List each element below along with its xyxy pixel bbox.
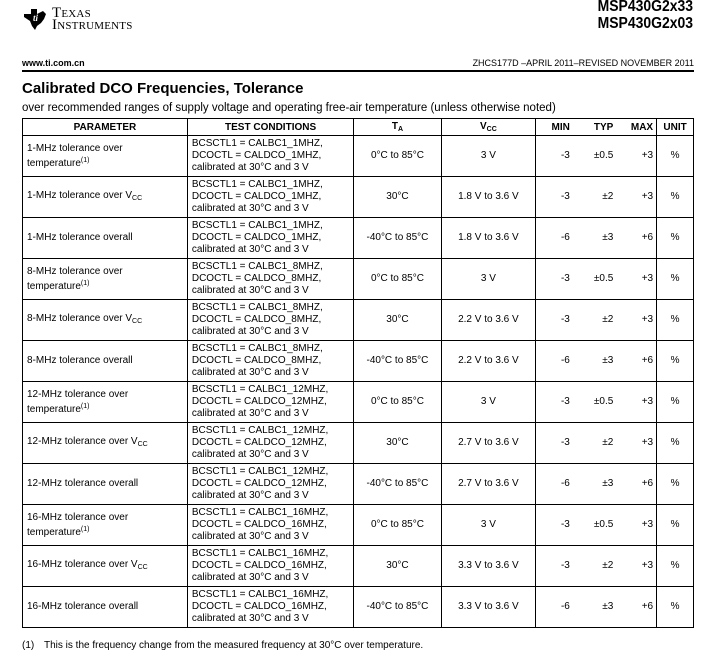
condition-line: BCSCTL1 = CALBC1_12MHZ, <box>191 466 329 477</box>
cell-test-conditions <box>187 218 353 259</box>
condition-line: calibrated at 30°C and 3 V <box>191 285 309 296</box>
parameter-subscript: CC <box>137 563 148 571</box>
table-row <box>23 382 694 423</box>
cell-typ: ±3 <box>574 464 621 505</box>
cell-test-conditions <box>187 177 353 218</box>
condition-line: DCOCTL = CALDCO_16MHZ, <box>191 519 327 530</box>
section-subtitle: over recommended ranges of supply voltage and operating free-air temperature (unless otherwise noted) <box>22 102 556 114</box>
table-row <box>23 136 694 177</box>
condition-line: DCOCTL = CALDCO_12MHZ, <box>191 396 327 407</box>
website-link[interactable]: www.ti.com.cn <box>22 58 85 68</box>
col-ta-main: T <box>391 121 398 132</box>
col-test-conditions: TEST CONDITIONS <box>187 119 353 136</box>
cell-max: +6 <box>621 587 656 628</box>
table-row <box>23 464 694 505</box>
parameter-text: 1-MHz tolerance over V <box>27 189 133 201</box>
col-min: MIN <box>536 119 574 136</box>
condition-line: BCSCTL1 = CALBC1_8MHZ, <box>191 302 323 313</box>
cell-ta: 0°C to 85°C <box>354 259 441 300</box>
col-ta <box>354 119 441 136</box>
cell-ta: 0°C to 85°C <box>354 382 441 423</box>
col-parameter: PARAMETER <box>23 119 188 136</box>
part-numbers <box>598 0 693 32</box>
cell-parameter <box>23 505 188 546</box>
cell-unit: % <box>657 423 694 464</box>
cell-vcc: 2.7 V to 3.6 V <box>441 464 536 505</box>
parameter-subscript: CC <box>132 194 143 202</box>
cell-vcc: 3.3 V to 3.6 V <box>441 546 536 587</box>
parameter-text: 12-MHz tolerance over temperature <box>27 388 129 415</box>
cell-max: +3 <box>621 177 656 218</box>
cell-ta: -40°C to 85°C <box>354 341 441 382</box>
cell-max: +3 <box>621 382 656 423</box>
condition-line: DCOCTL = CALDCO_8MHZ, <box>191 355 322 366</box>
table-row <box>23 218 694 259</box>
cell-parameter <box>23 546 188 587</box>
parameter-subscript: CC <box>137 440 148 448</box>
cell-unit: % <box>657 177 694 218</box>
cell-vcc: 1.8 V to 3.6 V <box>441 177 536 218</box>
condition-line: DCOCTL = CALDCO_16MHZ, <box>191 601 327 612</box>
cell-max: +3 <box>621 546 656 587</box>
cell-unit: % <box>657 136 694 177</box>
table-row <box>23 505 694 546</box>
cell-test-conditions <box>187 546 353 587</box>
condition-line: BCSCTL1 = CALBC1_1MHZ, <box>191 220 323 231</box>
table-row <box>23 300 694 341</box>
cell-ta: 30°C <box>354 177 441 218</box>
cell-parameter <box>23 341 188 382</box>
condition-line: calibrated at 30°C and 3 V <box>191 244 309 255</box>
condition-line: BCSCTL1 = CALBC1_16MHZ, <box>191 589 329 600</box>
parameter-text: 1-MHz tolerance over temperature <box>27 142 123 169</box>
cell-min: -3 <box>536 546 574 587</box>
condition-line: DCOCTL = CALDCO_16MHZ, <box>191 560 327 571</box>
condition-line: DCOCTL = CALDCO_1MHZ, <box>191 232 322 243</box>
cell-ta: 0°C to 85°C <box>354 136 441 177</box>
ti-logo <box>22 6 133 32</box>
cell-ta: 30°C <box>354 546 441 587</box>
cell-parameter <box>23 382 188 423</box>
cell-parameter <box>23 464 188 505</box>
cell-min: -3 <box>536 177 574 218</box>
table-row <box>23 423 694 464</box>
document-id: ZHCS177D –APRIL 2011–REVISED NOVEMBER 2011 <box>472 58 694 68</box>
svg-text:ti: ti <box>33 13 39 23</box>
footnote-ref: (1) <box>80 279 90 287</box>
cell-min: -3 <box>536 423 574 464</box>
condition-line: calibrated at 30°C and 3 V <box>191 613 309 624</box>
cell-vcc: 2.7 V to 3.6 V <box>441 423 536 464</box>
condition-line: BCSCTL1 = CALBC1_1MHZ, <box>191 179 323 190</box>
cell-ta: 0°C to 85°C <box>354 505 441 546</box>
cell-max: +3 <box>621 505 656 546</box>
cell-max: +6 <box>621 218 656 259</box>
cell-max: +6 <box>621 341 656 382</box>
cell-parameter <box>23 136 188 177</box>
condition-line: calibrated at 30°C and 3 V <box>191 367 309 378</box>
cell-ta: 30°C <box>354 300 441 341</box>
footnote-number: (1) <box>22 640 35 651</box>
parameter-text: 8-MHz tolerance over V <box>27 312 133 324</box>
condition-line: DCOCTL = CALDCO_8MHZ, <box>191 273 322 284</box>
cell-unit: % <box>657 382 694 423</box>
cell-test-conditions <box>187 341 353 382</box>
cell-unit: % <box>657 587 694 628</box>
cell-vcc: 3 V <box>441 505 536 546</box>
cell-max: +3 <box>621 300 656 341</box>
ti-texas-logo-icon <box>22 6 48 32</box>
col-max: MAX <box>621 119 656 136</box>
cell-test-conditions <box>187 382 353 423</box>
cell-max: +6 <box>621 464 656 505</box>
footnote <box>22 640 423 651</box>
cell-min: -6 <box>536 218 574 259</box>
condition-line: calibrated at 30°C and 3 V <box>191 408 309 419</box>
table-row <box>23 259 694 300</box>
cell-parameter <box>23 300 188 341</box>
cell-unit: % <box>657 546 694 587</box>
footnote-ref: (1) <box>80 525 90 533</box>
condition-line: DCOCTL = CALDCO_8MHZ, <box>191 314 322 325</box>
cell-parameter <box>23 587 188 628</box>
cell-max: +3 <box>621 259 656 300</box>
cell-parameter <box>23 423 188 464</box>
cell-min: -6 <box>536 341 574 382</box>
cell-ta: -40°C to 85°C <box>354 464 441 505</box>
cell-vcc: 1.8 V to 3.6 V <box>441 218 536 259</box>
dco-tolerance-table <box>22 118 694 628</box>
col-unit: UNIT <box>657 119 694 136</box>
brand-line2: Instruments <box>52 17 133 33</box>
cell-typ: ±2 <box>574 177 621 218</box>
col-typ: TYP <box>574 119 621 136</box>
parameter-text: 16-MHz tolerance over V <box>27 558 138 570</box>
cell-test-conditions <box>187 464 353 505</box>
cell-parameter <box>23 218 188 259</box>
brand-line1: Texas <box>52 5 91 21</box>
condition-line: BCSCTL1 = CALBC1_16MHZ, <box>191 507 329 518</box>
cell-unit: % <box>657 259 694 300</box>
parameter-text: 12-MHz tolerance over V <box>27 435 138 447</box>
condition-line: calibrated at 30°C and 3 V <box>191 326 309 337</box>
cell-unit: % <box>657 300 694 341</box>
cell-vcc: 3.3 V to 3.6 V <box>441 587 536 628</box>
cell-min: -6 <box>536 587 574 628</box>
condition-line: BCSCTL1 = CALBC1_12MHZ, <box>191 384 329 395</box>
brand-name <box>52 7 133 31</box>
cell-vcc: 3 V <box>441 382 536 423</box>
parameter-text: 1-MHz tolerance overall <box>27 232 133 243</box>
cell-test-conditions <box>187 300 353 341</box>
cell-min: -6 <box>536 464 574 505</box>
cell-typ: ±0.5 <box>574 382 621 423</box>
cell-max: +3 <box>621 423 656 464</box>
condition-line: calibrated at 30°C and 3 V <box>191 162 309 173</box>
table-row <box>23 341 694 382</box>
table-row <box>23 546 694 587</box>
condition-line: DCOCTL = CALDCO_1MHZ, <box>191 150 322 161</box>
cell-vcc: 3 V <box>441 136 536 177</box>
footnote-ref: (1) <box>80 402 90 410</box>
cell-typ: ±2 <box>574 300 621 341</box>
parameter-text: 8-MHz tolerance over temperature <box>27 265 123 292</box>
cell-min: -3 <box>536 136 574 177</box>
condition-line: calibrated at 30°C and 3 V <box>191 449 309 460</box>
cell-vcc: 2.2 V to 3.6 V <box>441 300 536 341</box>
footnote-text: This is the frequency change from the measured frequency at 30°C over temperature. <box>44 640 424 651</box>
cell-unit: % <box>657 218 694 259</box>
cell-unit: % <box>657 464 694 505</box>
cell-test-conditions <box>187 423 353 464</box>
cell-typ: ±2 <box>574 423 621 464</box>
cell-unit: % <box>657 505 694 546</box>
part-number: MSP430G2x33 <box>597 0 693 15</box>
cell-parameter <box>23 177 188 218</box>
condition-line: calibrated at 30°C and 3 V <box>191 531 309 542</box>
parameter-subscript: CC <box>132 317 143 325</box>
condition-line: BCSCTL1 = CALBC1_8MHZ, <box>191 343 323 354</box>
cell-test-conditions <box>187 505 353 546</box>
cell-typ: ±3 <box>574 341 621 382</box>
cell-max: +3 <box>621 136 656 177</box>
condition-line: DCOCTL = CALDCO_12MHZ, <box>191 478 327 489</box>
condition-line: DCOCTL = CALDCO_12MHZ, <box>191 437 327 448</box>
condition-line: BCSCTL1 = CALBC1_16MHZ, <box>191 548 329 559</box>
cell-vcc: 3 V <box>441 259 536 300</box>
col-vcc <box>441 119 536 136</box>
cell-typ: ±0.5 <box>574 136 621 177</box>
cell-ta: 30°C <box>354 423 441 464</box>
header-divider <box>22 70 694 72</box>
table-header-row <box>23 119 694 136</box>
parameter-text: 8-MHz tolerance overall <box>27 355 133 366</box>
cell-unit: % <box>657 341 694 382</box>
cell-ta: -40°C to 85°C <box>354 218 441 259</box>
cell-min: -3 <box>536 505 574 546</box>
cell-min: -3 <box>536 382 574 423</box>
cell-typ: ±3 <box>574 218 621 259</box>
cell-parameter <box>23 259 188 300</box>
col-vcc-main: V <box>480 121 487 132</box>
section-title: Calibrated DCO Frequencies, Tolerance <box>22 80 304 97</box>
condition-line: BCSCTL1 = CALBC1_12MHZ, <box>191 425 329 436</box>
condition-line: BCSCTL1 = CALBC1_8MHZ, <box>191 261 323 272</box>
condition-line: calibrated at 30°C and 3 V <box>191 490 309 501</box>
condition-line: BCSCTL1 = CALBC1_1MHZ, <box>191 138 323 149</box>
col-ta-sub: A <box>397 126 404 133</box>
cell-typ: ±0.5 <box>574 505 621 546</box>
parameter-text: 12-MHz tolerance overall <box>27 478 139 489</box>
footnote-ref: (1) <box>80 156 90 164</box>
parameter-text: 16-MHz tolerance overall <box>27 601 139 612</box>
cell-min: -3 <box>536 259 574 300</box>
parameter-text: 16-MHz tolerance over temperature <box>27 511 129 538</box>
condition-line: calibrated at 30°C and 3 V <box>191 572 309 583</box>
cell-typ: ±0.5 <box>574 259 621 300</box>
cell-test-conditions <box>187 587 353 628</box>
col-vcc-sub: CC <box>486 126 497 133</box>
cell-typ: ±3 <box>574 587 621 628</box>
cell-test-conditions <box>187 259 353 300</box>
cell-ta: -40°C to 85°C <box>354 587 441 628</box>
condition-line: DCOCTL = CALDCO_1MHZ, <box>191 191 322 202</box>
part-number: MSP430G2x03 <box>597 15 693 32</box>
condition-line: calibrated at 30°C and 3 V <box>191 203 309 214</box>
cell-typ: ±2 <box>574 546 621 587</box>
table-row <box>23 587 694 628</box>
cell-test-conditions <box>187 136 353 177</box>
cell-vcc: 2.2 V to 3.6 V <box>441 341 536 382</box>
table-row <box>23 177 694 218</box>
cell-min: -3 <box>536 300 574 341</box>
